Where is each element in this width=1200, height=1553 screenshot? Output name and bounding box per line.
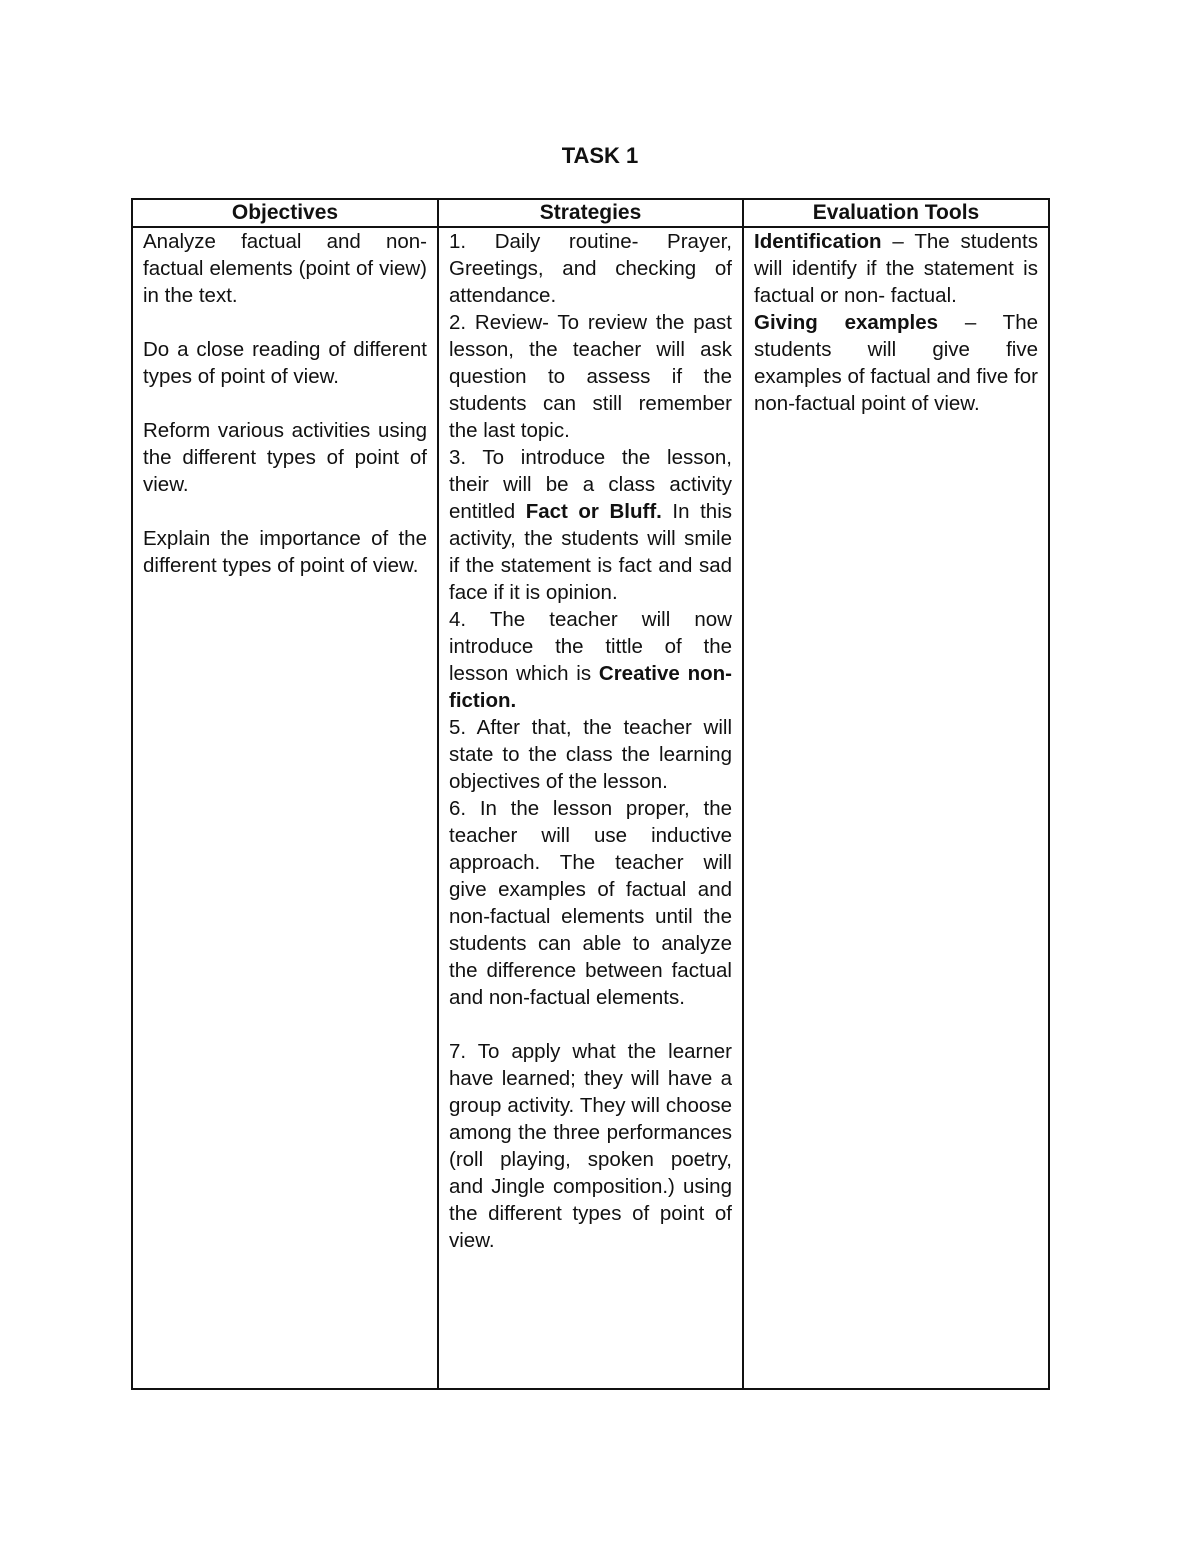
- header-strategies: Strategies: [438, 199, 743, 227]
- strategy-item: 6. In the lesson proper, the teacher will use inductive approach. The teacher will give examples of factual and non-factual elements until the students can able to analyze the difference between factual and non-factual elements.: [449, 797, 732, 1009]
- objective-item: Do a close reading of different types of point of view.: [143, 338, 427, 388]
- strategy-item: 7. To apply what the learner have learned; they will have a group activity. They will choose among the three performances (roll playing, spoken poetry, and Jingle composition.) using the different types of point of view.: [449, 1040, 732, 1252]
- evaluation-text: – The students will give five examples of factual and five for non-factual point of view.: [754, 311, 1039, 415]
- activity-name: Fact or Bluff.: [525, 500, 662, 523]
- objective-item: Analyze factual and non-factual elements (point of view) in the text.: [143, 230, 427, 307]
- strategy-item: [449, 606, 732, 714]
- strategy-item: 2. Review- To review the past lesson, the teacher will ask question to assess if the students can still remember the last topic.: [449, 311, 732, 442]
- strategy-item: [449, 444, 732, 606]
- header-evaluation-tools: Evaluation Tools: [743, 199, 1049, 227]
- page-title: TASK 1: [561, 143, 639, 168]
- strategy-text: 4. The teacher will now introduce the tittle of the lesson which is: [449, 608, 732, 685]
- evaluation-item: [754, 309, 1038, 417]
- evaluation-cell: [743, 227, 1049, 1389]
- lesson-title: Creative non-fiction.: [449, 662, 732, 712]
- strategy-text: In this activity, the students will smile if the statement is fact and sad face if it is opinion.: [449, 500, 732, 604]
- evaluation-tool-name: Identification: [754, 230, 882, 253]
- table-header-row: [132, 199, 1049, 227]
- header-objectives: Objectives: [132, 199, 438, 227]
- objective-item: Explain the importance of the different types of point of view.: [143, 527, 427, 577]
- strategy-item: 5. After that, the teacher will state to the class the learning objectives of the lesson.: [449, 716, 732, 793]
- evaluation-text: – The students will identify if the statement is factual or non- factual.: [754, 230, 1038, 307]
- task-table: [131, 198, 1050, 1390]
- evaluation-tool-name: Giving examples: [754, 311, 939, 334]
- evaluation-item: [754, 228, 1038, 309]
- strategy-item: 1. Daily routine- Prayer, Greetings, and checking of attendance.: [449, 230, 732, 307]
- table-row: [132, 227, 1049, 1389]
- strategy-text: 3. To introduce the lesson, their will be a class activity entitled: [449, 446, 732, 523]
- strategies-cell: [438, 227, 743, 1389]
- objective-item: Reform various activities using the different types of point of view.: [143, 419, 427, 496]
- objectives-cell: [132, 227, 438, 1389]
